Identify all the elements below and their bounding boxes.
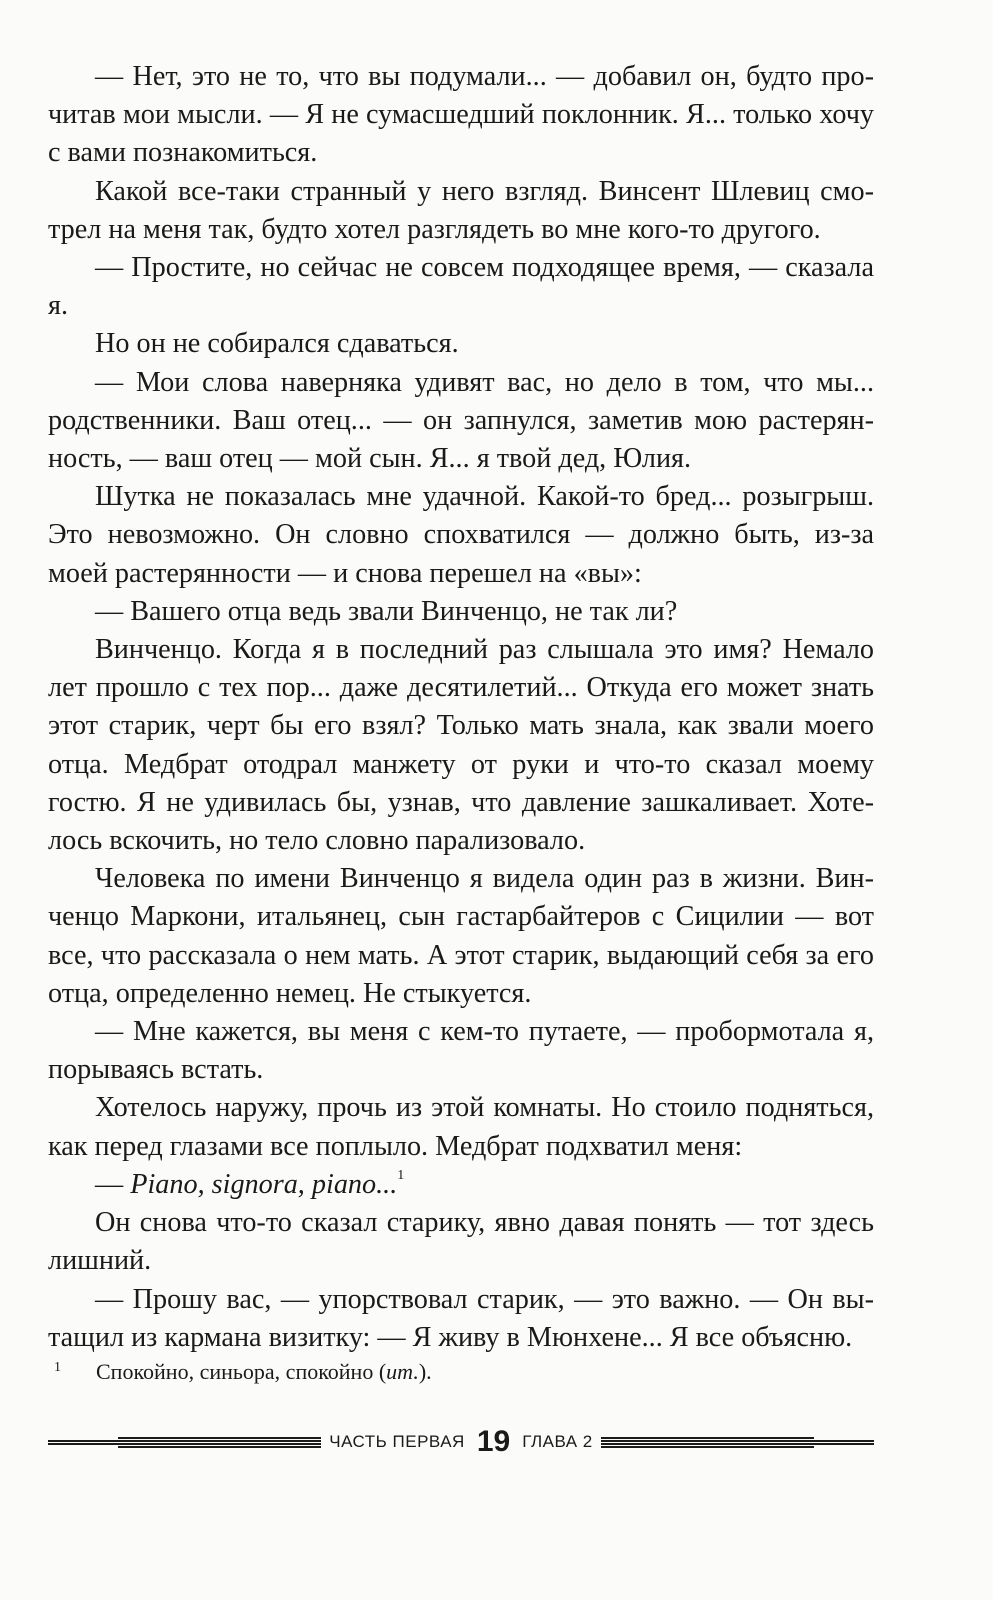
italian-phrase: Piano, signora, piano... bbox=[130, 1168, 398, 1200]
dialogue-dash: — bbox=[95, 1168, 131, 1200]
paragraph: — Простите, но сейчас не совсем подходящее время, — сказала я. bbox=[48, 252, 874, 322]
footnote-text bbox=[48, 1358, 874, 1386]
footnote-translation: Спокойно, синьора, спокойно ( bbox=[96, 1359, 387, 1384]
paragraph: — Прошу вас, — упорствовал старик, — это важно. — Он вытащил из кармана визитку: — Я живу в Мюнхене... Я все объясню. bbox=[48, 1283, 874, 1353]
page-body bbox=[48, 58, 874, 1357]
paragraph: Человека по имени Винченцо я видела один раз в жизни. Винченцо Маркони, итальянец, сын гастарбайтеров с Сицилии — вот все, что рассказала о нем мать. А этот старик, выдающий себя за его отца, определенно немец. Не стыкуется. bbox=[48, 863, 874, 1009]
footer-rule-left bbox=[48, 1437, 321, 1447]
paragraph: Шутка не показалась мне удачной. Какой-то бред... розыгрыш. Это невозможно. Он словно спохватился — должно быть, из-за моей растерянности — и снова перешел на «вы»: bbox=[48, 481, 874, 589]
paragraph: — Нет, это не то, что вы подумали... — добавил он, будто прочитав мои мысли. — Я не сумасшедший поклонник. Я... только хочу с вами познакомиться. bbox=[48, 61, 874, 169]
paragraph: Какой все-таки странный у него взгляд. Винсент Шлевиц смотрел на меня так, будто хотел разглядеть во мне кого-то другого. bbox=[48, 175, 874, 245]
italic-dialogue-line bbox=[48, 1166, 874, 1204]
footer-chapter: ГЛАВА 2 bbox=[522, 1432, 593, 1451]
footnote-mark: 1 bbox=[54, 1360, 61, 1375]
running-footer bbox=[48, 1422, 874, 1462]
paragraph: Он снова что-то сказал старику, явно давая понять — тот здесь лишний. bbox=[48, 1207, 874, 1277]
paragraph: — Мне кажется, вы меня с кем-то путаете, — пробормотала я, порываясь встать. bbox=[48, 1016, 874, 1086]
footer-part: ЧАСТЬ ПЕРВАЯ bbox=[329, 1432, 465, 1451]
footnote-close: ). bbox=[418, 1359, 432, 1384]
paragraph: — Мои слова наверняка удивят вас, но дело в том, что мы... родственники. Ваш отец... — он запнулся, заметив мою растерянность, — ваш отец — мой сын. Я... я твой дед, Юлия. bbox=[48, 366, 874, 475]
footnote-reference: 1 bbox=[397, 1167, 405, 1183]
paragraph: Но он не собирался сдаваться. bbox=[95, 328, 459, 360]
page-number: 19 bbox=[476, 1425, 511, 1458]
footnote-language-abbr: ит. bbox=[386, 1359, 419, 1384]
paragraph: — Вашего отца ведь звали Винченцо, не так ли? bbox=[95, 595, 678, 627]
footnote bbox=[48, 1358, 874, 1386]
footer-rule-right bbox=[601, 1437, 874, 1447]
paragraph: Винченцо. Когда я в последний раз слышала это имя? Немало лет прошло с тех пор... даже десятилетий... Откуда его может знать этот старик, черт бы его взял? Только мать знала, как звали моего отца. Медбрат отодрал манжету от руки и что-то сказал моему гостю. Я не удивилась бы, узнав, что давление зашкаливает. Хотелось вскочить, но тело словно парализовало. bbox=[48, 634, 874, 857]
paragraph: Хотелось наружу, прочь из этой комнаты. Но стоило подняться, как перед глазами все поплыло. Медбрат подхватил меня: bbox=[48, 1092, 874, 1162]
main-text bbox=[48, 58, 874, 1357]
